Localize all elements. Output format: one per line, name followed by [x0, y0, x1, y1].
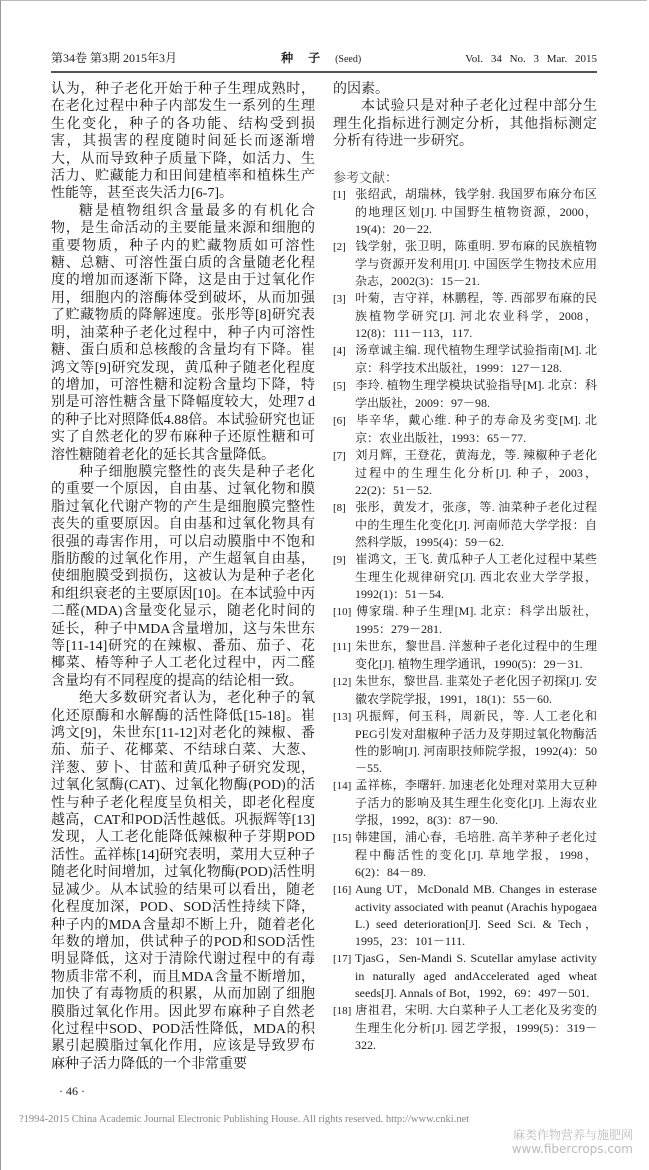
page-number: · 46 · [59, 1084, 85, 1099]
reference-item [333, 342, 597, 377]
reference-text: TjasG，Sen-Mandi S. Scutellar amylase activity in naturally aged andAccelerated aged wheat seeds[J]. Annals of Bot，1992，69：497－501. [355, 951, 597, 1001]
reference-text: 傅家瑞. 种子生理[M]. 北京：科学出版社，1995：279－281. [355, 604, 597, 637]
reference-item [333, 238, 597, 290]
reference-text: 张彤，黄发才，张彦，等. 油菜种子老化过程中的生理生化变化[J]. 河南师范大学学报：自然科学版，1995(4)：59－62. [355, 500, 597, 550]
paragraph: 绝大多数研究者认为，老化种子的氧化还原酶和水解酶的活性降低[15-18]。崔鸿文[9]，朱世东[11-12]对老化的辣椒、番茄、茄子、花椰菜、不结球白菜、大葱、洋葱、萝卜、甘蓝和黄瓜种子研究发现，过氧化氢酶(CAT)、过氧化物酶(POD)的活性与种子老化程度呈负相关，即老化程度越高，CAT和POD活性越低。巩振辉等[13]发现，人工老化能降低辣椒种子芽期POD活性。孟祥栋[14]研究表明，菜用大豆种子随老化时间增加，过氧化物酶(POD)活性明显减少。从本试验的结果可以看出，随老化程度加深，POD、SOD活性持续下降，种子内的MDA含量却不断上升，随着老化年数的增加，供试种子的POD和SOD活性明显降低，这对于清除代谢过程中的有毒物质非常不利，而且MDA含量不断增加，加快了有毒物质的积累，从而加剧了细胞膜脂过氧化作用。因此罗布麻种子自然老化过程中SOD、POD活性降低，MDA的积累引起膜脂过氧化作用，应该是导致罗布麻种子活力降低的一个非常重要 [51, 691, 315, 1072]
reference-text: 朱世东，黎世昌. 洋葱种子老化过程中的生理变化[J]. 植物生理学通讯，1990(5)：29－31. [355, 639, 597, 672]
reference-number: [11] [333, 641, 351, 654]
reference-text: 韩建国，浦心春，毛培胜. 高羊茅种子老化过程中酶活性的变化[J]. 草地学报，1998，6(2)：84－89. [355, 830, 597, 880]
reference-item [333, 708, 597, 777]
reference-number: [10] [333, 606, 352, 619]
reference-item [333, 412, 597, 447]
reference-number: [16] [333, 884, 352, 897]
right-column [333, 81, 597, 1073]
issue-info: 第34卷 第3期 2015年3月 [51, 51, 178, 65]
reference-item [333, 950, 597, 1002]
reference-number: [1] [333, 189, 346, 202]
paragraph: 本试验只是对种子老化过程中部分生理生化指标进行测定分析，其他指标测定分析有待进一步研究。 [333, 99, 597, 150]
reference-item [333, 673, 597, 708]
reference-text: 孟祥栋，李曙轩. 加速老化处理对菜用大豆种子活力的影响及其生理生化变化[J]. 上海农业学报，1992，8(3)：87－90. [355, 778, 597, 828]
reference-item [333, 290, 597, 342]
reference-number: [4] [333, 345, 346, 358]
reference-number: [2] [333, 241, 346, 254]
journal-name: 种 子 [281, 51, 327, 65]
paragraph: 认为，种子老化开始于种子生理成熟时，在老化过程中种子内部发生一系列的生理生化变化，种子的各功能、结构受到损害，其损害的程度随时间延长而逐渐增大，从而导致种子质量下降，如活力、生活力、贮藏能力和田间建植率和植株生产性能等，甚至丧失活力[6-7]。 [51, 82, 315, 202]
reference-text: Aung UT，McDonald MB. Changes in esterase activity associated with peanut (Arachis hypogaea L.) seed deterioration[J]. Seed Sci. & Tech，1995，23：101－111. [355, 882, 597, 949]
reference-item [333, 186, 597, 238]
reference-text: 李玲. 植物生理学模块试验指导[M]. 北京：科学出版社，2009：97－98. [355, 378, 597, 411]
reference-number: [13] [333, 711, 352, 724]
running-header [51, 49, 597, 69]
paragraph: 糖是植物组织含量最多的有机化合物，是生命活动的主要能量来源和细胞的重要物质，种子内的贮藏物质如可溶性糖、总糖、可溶性蛋白质的含量随老化程度的增加而逐渐下降，这是由于过氧化作用，细胞内的溶酶体受到破坏，从而加强了贮藏物质的降解速度。张彤等[8]研究表明，油菜种子老化过程中，种子内可溶性糖、蛋白质和总核酸的含量均有下降。崔鸿文等[9]研究发现，黄瓜种子随老化程度的增加，可溶性糖和淀粉含量均下降，特别是可溶性糖含量下降幅度较大，处理7 d的种子比对照降低4.88倍。本试验研究也证实了自然老化的罗布麻种子还原性糖和可溶性糖随着老化的延长其含量降低。 [51, 203, 315, 463]
reference-number: [3] [333, 293, 346, 306]
reference-text: 朱世东，黎世昌. 韭菜处子老化因子初探[J]. 安徽农学院学报，1991，18(1)：55－60. [355, 674, 597, 707]
reference-number: [14] [333, 780, 352, 793]
reference-text: 巩振辉，何玉科，周新民，等. 人工老化和PEG引发对甜椒种子活力及芽期过氧化物酶活性的影响[J]. 河南职技师院学报，1992(4)：50－55. [355, 709, 597, 776]
reference-number: [15] [333, 832, 352, 845]
copyright-footer: ?1994-2015 China Academic Journal Electronic Publishing House. All rights reserved. http://www.cnki.net [19, 1114, 470, 1126]
reference-text: 汤章诚主编. 现代植物生理学试验指南[M]. 北京：科学技术出版社，1999：127－128. [355, 343, 597, 376]
reference-item [333, 377, 597, 412]
reference-text: 毕辛华，戴心维. 种子的寿命及劣变[M]. 北京：农业出版社，1993：65－77. [355, 413, 597, 446]
volume-info: Vol. 34 No. 3 Mar. 2015 [465, 53, 597, 65]
reference-item [333, 1002, 597, 1054]
watermark [51, 1128, 633, 1156]
reference-number: [18] [333, 1005, 352, 1018]
reference-item [333, 881, 597, 950]
watermark-line: www.fibercrops.com [511, 1142, 633, 1157]
reference-text: 张绍武，胡瑞林，钱学射. 我国罗布麻分布区的地理区划[J]. 中国野生植物资源，2000，19(4)：20－22. [355, 187, 597, 237]
reference-text: 唐祖君，宋明. 大白菜种子人工老化及劣变的生理生化分析[J]. 园艺学报，1999(5)：319－322. [355, 1003, 597, 1053]
paragraph: 种子细胞膜完整性的丧失是种子老化的重要一个原因，自由基、过氧化物和膜脂过氧化代谢产物的产生是细胞膜完整性丧失的重要原因。自由基和过氧化物具有很强的毒害作用，可以启动膜脂中不饱和脂肪酸的过氧化作用，产生超氧自由基，使细胞膜受到损伤，这被认为是种子老化和组织衰老的主要原因[10]。在本试验中丙二醛(MDA)含量变化显示，随老化时间的延长，种子中MDA含量增加，这与朱世东等[11-14]研究的在辣椒、番茄、茄子、花椰菜、椿等种子人工老化过程中，丙二醛含量均有不同程度的提高的结论相一致。 [51, 464, 315, 689]
journal-title [281, 49, 361, 69]
reference-item [333, 447, 597, 499]
paragraph: 的因素。 [333, 82, 389, 97]
reference-item [333, 551, 597, 603]
reference-text: 崔鸿文，王飞. 黄瓜种子人工老化过程中某些生理生化规律研究[J]. 西北农业大学学报，1992(1)：51－54. [355, 552, 597, 602]
reference-number: [8] [333, 502, 346, 515]
journal-name-en: (Seed) [335, 54, 362, 65]
body-columns [51, 81, 597, 1073]
reference-text: 钱学射，张卫明，陈重明. 罗布麻的民族植物学与资源开发利用[J]. 中国医学生物技术应用杂志，2002(3)：15－21. [355, 239, 597, 289]
reference-list [333, 186, 597, 1054]
reference-number: [12] [333, 676, 352, 689]
reference-number: [7] [333, 450, 346, 463]
reference-text: 叶菊，吉守祥，林鹏程，等. 西部罗布麻的民族植物学研究[J]. 河北农业科学，2008，12(8)：111－113，117. [355, 291, 597, 341]
reference-item [333, 499, 597, 551]
reference-number: [9] [333, 554, 346, 567]
reference-item [333, 777, 597, 829]
reference-number: [5] [333, 380, 346, 393]
watermark-line: 麻类作物营养与施肥网 [512, 1128, 633, 1143]
reference-number: [6] [333, 415, 346, 428]
header-rule [51, 71, 597, 73]
reference-text: 刘月辉，王登花，黄海龙，等. 辣椒种子老化过程中的生理生化分析[J]. 种子，2003，22(2)：51－52. [355, 448, 597, 498]
references-title: 参考文献： [333, 169, 399, 185]
reference-number: [17] [333, 953, 352, 966]
reference-item [333, 638, 597, 673]
reference-item [333, 829, 597, 881]
left-column [51, 81, 315, 1073]
reference-item [333, 603, 597, 638]
